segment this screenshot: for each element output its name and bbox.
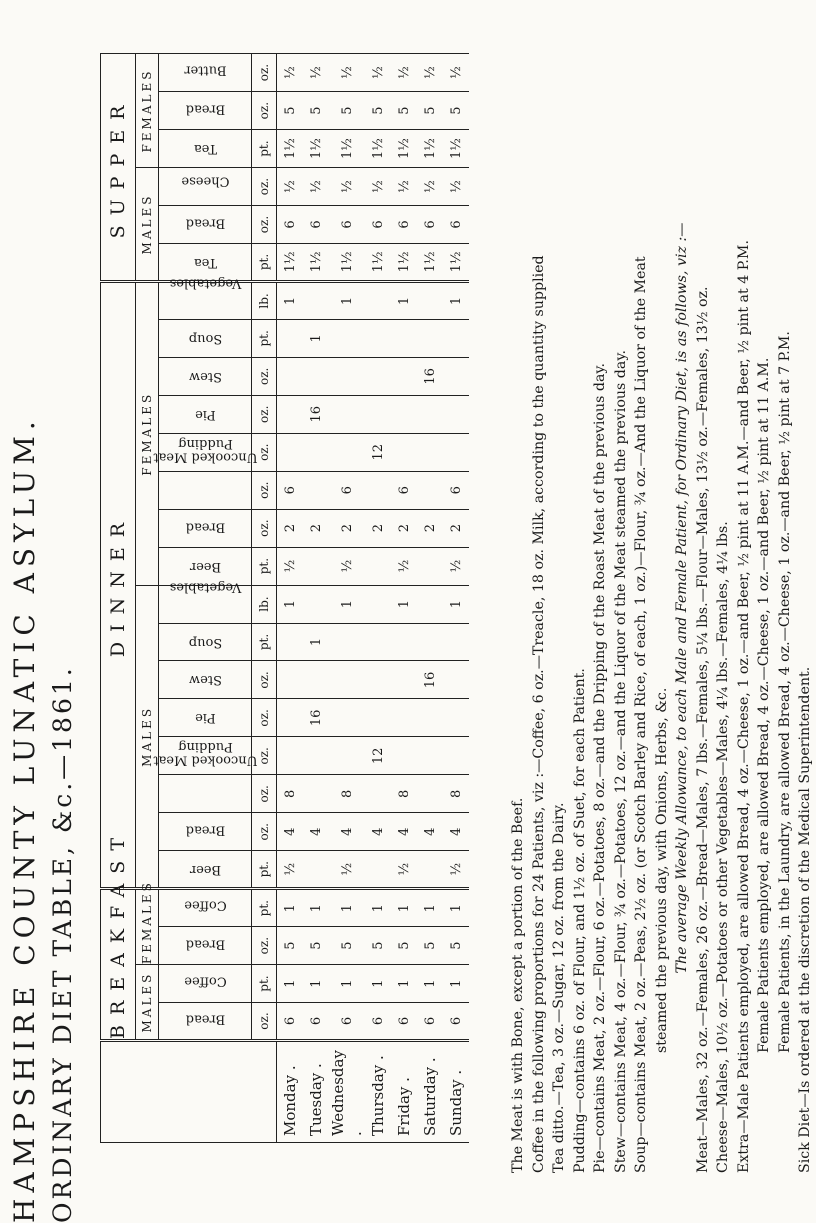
table-row — [443, 54, 469, 1143]
unit-cell: oz. — [252, 1003, 277, 1041]
table-cell: 1 — [329, 889, 365, 927]
table-cell — [417, 585, 443, 623]
table-cell — [391, 699, 417, 737]
table-cell: 4 — [365, 813, 391, 851]
note-line: The average Weekly Allowance, to each Male and Female Patient, for Ordinary Diet, is as follows, viz :— — [674, 222, 690, 974]
table-cell: 8 — [329, 775, 365, 813]
table-cell: ½ — [417, 54, 443, 92]
table-cell: 1 — [443, 281, 469, 319]
table-cell: 6 — [277, 206, 304, 244]
table-cell — [443, 395, 469, 433]
table-cell: 1½ — [391, 243, 417, 281]
table-cell: 5 — [303, 92, 329, 130]
table-cell: 6 — [391, 1003, 417, 1041]
table-cell — [443, 737, 469, 775]
table-cell: ½ — [391, 851, 417, 889]
section-dinner: DINNER — [101, 281, 136, 888]
table-cell — [303, 281, 329, 319]
table-cell: 5 — [329, 927, 365, 965]
unit-cell: oz. — [252, 395, 277, 433]
unit-cell: oz. — [252, 775, 277, 813]
table-cell: ½ — [277, 547, 304, 585]
table-cell: ½ — [303, 168, 329, 206]
table-cell: 16 — [303, 395, 329, 433]
table-cell — [303, 433, 329, 471]
table-cell: 2 — [277, 509, 304, 547]
day-label: Wednesday . — [329, 1041, 365, 1143]
table-cell — [417, 281, 443, 319]
unit-cell: oz. — [252, 471, 277, 509]
note-line: Female Patients, in the Laundry, are allowed Bread, 4 oz.—Cheese, 1 oz.—and Beer, ½ pint at 7 P.M. — [776, 331, 793, 1053]
table-cell: 1 — [391, 889, 417, 927]
table-cell — [329, 661, 365, 699]
table-cell — [365, 661, 391, 699]
note-line: steamed the previous day, with Onions, Herbs, &c. — [653, 687, 670, 1053]
column-header-dinner-males-pudding: Pudding — [159, 737, 252, 775]
table-cell: 6 — [443, 1003, 469, 1041]
table-cell — [443, 319, 469, 357]
table-cell: 16 — [417, 661, 443, 699]
section-supper: SUPPER — [101, 54, 136, 282]
table-cell: 4 — [417, 813, 443, 851]
supper-males: MALES — [136, 168, 159, 282]
table-cell — [365, 395, 391, 433]
day-label: Friday . — [391, 1041, 417, 1143]
unit-cell: oz. — [252, 927, 277, 965]
table-cell: 6 — [417, 206, 443, 244]
table-cell — [277, 433, 304, 471]
table-cell: 6 — [329, 1003, 365, 1041]
table-cell: 16 — [417, 357, 443, 395]
table-cell: 1 — [365, 965, 391, 1003]
column-header-dinner-males-stew: Stew — [159, 661, 252, 699]
unit-cell: pt. — [252, 965, 277, 1003]
table-cell: 1½ — [329, 130, 365, 168]
table-cell — [417, 851, 443, 889]
table-cell: 1 — [365, 889, 391, 927]
table-cell — [417, 319, 443, 357]
table-row — [365, 54, 391, 1143]
table-cell: ½ — [277, 851, 304, 889]
table-cell: 6 — [443, 206, 469, 244]
table-cell: 5 — [277, 92, 304, 130]
table-cell: ½ — [277, 54, 304, 92]
table-cell: 1 — [329, 585, 365, 623]
unit-cell: oz. — [252, 813, 277, 851]
table-cell: 6 — [329, 206, 365, 244]
column-header-dinner-males-bread: Bread — [159, 813, 252, 851]
table-row — [391, 54, 417, 1143]
column-header-breakfast-males-coffee: Coffee — [159, 965, 252, 1003]
table-cell: ½ — [303, 54, 329, 92]
table-cell: 1 — [391, 281, 417, 319]
table-cell: 1½ — [303, 130, 329, 168]
table-cell: 16 — [303, 699, 329, 737]
table-cell — [303, 775, 329, 813]
unit-cell: oz. — [252, 737, 277, 775]
table-cell — [303, 585, 329, 623]
note-line: Cheese—Males, 10½ oz.—Potatoes or other Vegetables—Males, 4¼ lbs.—Females, 4¼ lbs. — [715, 521, 731, 1173]
table-cell — [277, 737, 304, 775]
note-line: The Meat is with Bone, except a portion of the Beef. — [510, 797, 526, 1173]
table-cell: 2 — [391, 509, 417, 547]
table-cell — [303, 661, 329, 699]
table-cell: 12 — [365, 433, 391, 471]
unit-cell: oz. — [252, 699, 277, 737]
table-cell: 1½ — [277, 130, 304, 168]
note-line: Soup—contains Meat, 2 oz.—Peas, 2½ oz. (or Scotch Barley and Rice, of each, 1 oz.)—Flour, ¾ oz.—And the Liquor of the Meat — [633, 256, 649, 1173]
column-header-supper-males-bread: Bread — [159, 206, 252, 244]
table-cell: 6 — [277, 1003, 304, 1041]
table-cell: 5 — [417, 92, 443, 130]
table-cell: 2 — [303, 509, 329, 547]
table-cell — [391, 357, 417, 395]
table-cell: ½ — [417, 168, 443, 206]
table-cell — [329, 737, 365, 775]
column-header-dinner-females-pie: Pie — [159, 395, 252, 433]
table-cell: 6 — [365, 206, 391, 244]
table-cell: 1 — [303, 889, 329, 927]
unit-cell: oz. — [252, 357, 277, 395]
table-cell — [365, 851, 391, 889]
table-cell: 6 — [417, 1003, 443, 1041]
table-cell: 6 — [391, 206, 417, 244]
column-header-supper-males-cheese: Cheese — [159, 168, 252, 206]
table-cell: 6 — [443, 471, 469, 509]
unit-cell: oz. — [252, 54, 277, 92]
table-cell: 5 — [417, 927, 443, 965]
table-cell — [329, 699, 365, 737]
day-label: Thursday . — [365, 1041, 391, 1143]
note-line: Meat—Males, 32 oz.—Females, 26 oz.—Bread—Males, 7 lbs.—Females, 5¼ lbs.—Flour—Males, 13½ oz.—Females, 13½ oz. — [694, 286, 711, 1173]
table-cell: 1½ — [329, 243, 365, 281]
table-cell — [443, 433, 469, 471]
table-cell: 1½ — [365, 130, 391, 168]
table-cell — [303, 357, 329, 395]
breakfast-females: FEMALES — [136, 889, 159, 965]
table-cell: 5 — [443, 92, 469, 130]
table-cell: 1 — [417, 889, 443, 927]
table-cell: 5 — [365, 92, 391, 130]
unit-cell: pt. — [252, 623, 277, 661]
column-header-dinner-males-uncooked-meat: Uncooked Meat — [159, 775, 252, 813]
unit-cell: pt. — [252, 243, 277, 281]
table-cell — [365, 471, 391, 509]
table-cell: 4 — [443, 813, 469, 851]
table-cell: 5 — [365, 927, 391, 965]
column-header-supper-males-tea: Tea — [159, 243, 252, 281]
column-header-supper-females-tea: Tea — [159, 130, 252, 168]
table-cell: ½ — [443, 851, 469, 889]
table-cell: 1 — [303, 623, 329, 661]
day-column-header — [101, 1041, 277, 1143]
table-cell: ½ — [391, 168, 417, 206]
dinner-males: MALES — [136, 585, 159, 889]
table-cell: 1 — [443, 965, 469, 1003]
column-header-dinner-females-pudding: Pudding — [159, 433, 252, 471]
table-cell: 6 — [303, 1003, 329, 1041]
table-cell: 1 — [303, 965, 329, 1003]
column-header-row — [159, 54, 252, 1143]
table-cell: 6 — [391, 471, 417, 509]
column-header-supper-females-bread: Bread — [159, 92, 252, 130]
table-cell: 8 — [277, 775, 304, 813]
diet-notes — [508, 23, 816, 1173]
table-row — [417, 54, 443, 1143]
unit-cell: oz. — [252, 661, 277, 699]
table-cell: 5 — [391, 92, 417, 130]
table-cell — [329, 433, 365, 471]
column-header-dinner-males-beer: Beer — [159, 851, 252, 889]
table-cell: ½ — [329, 168, 365, 206]
table-cell — [443, 661, 469, 699]
breakfast-males: MALES — [136, 965, 159, 1041]
table-cell: 1 — [443, 889, 469, 927]
table-cell — [277, 319, 304, 357]
page-subtitle: ORDINARY DIET TABLE, &c.—1861. — [48, 665, 77, 1223]
table-cell — [365, 585, 391, 623]
table-cell — [329, 623, 365, 661]
table-cell — [277, 395, 304, 433]
table-cell: 5 — [303, 927, 329, 965]
unit-cell: pt. — [252, 130, 277, 168]
table-cell — [417, 699, 443, 737]
table-cell — [417, 471, 443, 509]
table-cell — [365, 319, 391, 357]
table-cell — [329, 319, 365, 357]
group-header-row — [136, 54, 159, 1143]
table-cell: ½ — [329, 851, 365, 889]
table-cell — [391, 737, 417, 775]
supper-females: FEMALES — [136, 54, 159, 168]
table-cell: 5 — [277, 927, 304, 965]
column-header-dinner-males-pie: Pie — [159, 699, 252, 737]
unit-cell: oz. — [252, 206, 277, 244]
table-cell — [443, 623, 469, 661]
table-cell: 4 — [329, 813, 365, 851]
column-header-breakfast-females-bread: Bread — [159, 927, 252, 965]
column-header-dinner-males-vegetables: Vegetables — [159, 585, 252, 623]
note-line: Female Patients employed, are allowed Bread, 4 oz.—Cheese, 1 oz.—and Beer, ½ pint at 11 A.M. — [756, 357, 772, 1053]
table-cell: 1 — [417, 965, 443, 1003]
table-cell: 1 — [303, 319, 329, 357]
table-cell: 6 — [303, 206, 329, 244]
table-cell: 5 — [329, 92, 365, 130]
note-line: Stew—contains Meat, 4 oz.—Flour, ¾ oz.—Potatoes, 12 oz.—and the Liquor of the Meat steamed the previous day. — [612, 350, 629, 1173]
column-header-dinner-females-soup: Soup — [159, 319, 252, 357]
page-title: HAMPSHIRE COUNTY LUNATIC ASYLUM. — [8, 415, 41, 1223]
table-cell — [303, 471, 329, 509]
table-cell — [391, 623, 417, 661]
column-header-dinner-females-bread: Bread — [159, 509, 252, 547]
table-cell — [303, 737, 329, 775]
table-cell: 1½ — [277, 243, 304, 281]
table-cell: 5 — [443, 927, 469, 965]
table-cell: 5 — [391, 927, 417, 965]
table-cell: 1 — [391, 965, 417, 1003]
unit-cell: pt. — [252, 319, 277, 357]
table-cell — [443, 699, 469, 737]
table-cell: 1 — [277, 965, 304, 1003]
note-line: Pudding—contains 6 oz. of Flour, and 1½ oz. of Suet, for each Patient. — [571, 668, 588, 1173]
table-cell — [277, 357, 304, 395]
table-cell: ½ — [365, 54, 391, 92]
column-header-breakfast-males-bread: Bread — [159, 1003, 252, 1041]
table-cell — [277, 699, 304, 737]
day-label: Monday . — [277, 1041, 304, 1143]
table-cell: ½ — [391, 547, 417, 585]
table-cell — [365, 775, 391, 813]
unit-cell: lb. — [252, 585, 277, 623]
table-cell — [365, 547, 391, 585]
table-cell — [391, 395, 417, 433]
table-cell: 1 — [329, 965, 365, 1003]
table-cell: ½ — [365, 168, 391, 206]
dinner-females: FEMALES — [136, 281, 159, 585]
table-cell: ½ — [329, 547, 365, 585]
column-header-dinner-females-stew: Stew — [159, 357, 252, 395]
table-cell: ½ — [391, 54, 417, 92]
day-label: Sunday . — [443, 1041, 469, 1143]
table-cell: ½ — [443, 54, 469, 92]
column-header-dinner-males-soup: Soup — [159, 623, 252, 661]
table-cell: 6 — [365, 1003, 391, 1041]
table-cell — [443, 357, 469, 395]
table-cell: 2 — [365, 509, 391, 547]
unit-row — [252, 54, 277, 1143]
table-cell — [417, 547, 443, 585]
table-cell — [303, 547, 329, 585]
column-header-dinner-females-beer: Beer — [159, 547, 252, 585]
table-cell — [417, 433, 443, 471]
table-cell: 1 — [391, 585, 417, 623]
table-row — [303, 54, 329, 1143]
table-cell: 6 — [277, 471, 304, 509]
table-cell — [365, 357, 391, 395]
note-line: Extra—Male Patients employed, are allowed Bread, 4 oz.—Cheese, 1 oz.—and Beer, ½ pint at 11 A.M.—and Beer, ½ pint at 4 P.M. — [735, 240, 752, 1173]
table-cell: 8 — [391, 775, 417, 813]
column-header-dinner-females-vegetables: Vegetables — [159, 281, 252, 319]
column-header-supper-females-butter: Butter — [159, 54, 252, 92]
table-cell: 8 — [443, 775, 469, 813]
table-cell: ½ — [443, 168, 469, 206]
table-cell: 1½ — [443, 243, 469, 281]
table-cell: 2 — [443, 509, 469, 547]
table-row — [277, 54, 304, 1143]
table-cell — [365, 281, 391, 319]
table-cell: ½ — [443, 547, 469, 585]
table-row — [329, 54, 365, 1143]
table-cell: 1 — [277, 889, 304, 927]
table-cell: 1½ — [391, 130, 417, 168]
table-cell — [365, 699, 391, 737]
table-cell — [417, 737, 443, 775]
unit-cell: pt. — [252, 889, 277, 927]
table-cell: 1 — [329, 281, 365, 319]
note-line: Tea ditto.—Tea, 3 oz.—Sugar, 12 oz. from the Dairy. — [551, 802, 567, 1173]
table-cell — [417, 775, 443, 813]
section-header-row — [101, 54, 136, 1143]
table-cell — [391, 319, 417, 357]
table-cell: 1½ — [365, 243, 391, 281]
table-cell: ½ — [329, 54, 365, 92]
column-header-dinner-females-uncooked-meat: Uncooked Meat — [159, 471, 252, 509]
diet-table — [100, 53, 469, 1143]
column-header-breakfast-females-coffee: Coffee — [159, 889, 252, 927]
table-cell: 1 — [277, 281, 304, 319]
table-cell: 4 — [277, 813, 304, 851]
table-cell: 1½ — [417, 243, 443, 281]
table-cell — [417, 395, 443, 433]
table-cell: 1½ — [417, 130, 443, 168]
day-label: Tuesday . — [303, 1041, 329, 1143]
note-line: Coffee in the following proportions for 24 Patients, viz :—Coffee, 6 oz.—Treacle, 18 oz. Milk, according to the quantity supplied — [530, 255, 547, 1173]
table-cell: 4 — [303, 813, 329, 851]
table-cell: 2 — [417, 509, 443, 547]
table-cell: 1½ — [443, 130, 469, 168]
table-cell — [329, 395, 365, 433]
table-cell — [277, 661, 304, 699]
note-line: Sick Diet—Is ordered at the discretion of the Medical Superintendent. — [797, 666, 813, 1173]
unit-cell: oz. — [252, 92, 277, 130]
unit-cell: oz. — [252, 433, 277, 471]
unit-cell: pt. — [252, 851, 277, 889]
table-cell — [391, 661, 417, 699]
unit-cell: lb. — [252, 281, 277, 319]
table-cell — [277, 623, 304, 661]
table-cell — [391, 433, 417, 471]
table-cell — [303, 851, 329, 889]
table-cell: ½ — [277, 168, 304, 206]
table-cell — [417, 623, 443, 661]
day-label: Saturday . — [417, 1041, 443, 1143]
table-cell — [365, 623, 391, 661]
table-cell: 6 — [329, 471, 365, 509]
table-cell: 1½ — [303, 243, 329, 281]
table-cell: 1 — [443, 585, 469, 623]
unit-cell: oz. — [252, 509, 277, 547]
section-breakfast: BREAKFAST — [101, 889, 136, 1041]
unit-cell: pt. — [252, 547, 277, 585]
table-cell: 1 — [277, 585, 304, 623]
unit-cell: oz. — [252, 168, 277, 206]
table-cell: 2 — [329, 509, 365, 547]
table-cell — [329, 357, 365, 395]
table-cell: 4 — [391, 813, 417, 851]
table-cell: 12 — [365, 737, 391, 775]
note-line: Pie—contains Meat, 2 oz.—Flour, 6 oz.—Potatoes, 8 oz.—and the Dripping of the Roast Meat of the previous day. — [592, 362, 608, 1173]
